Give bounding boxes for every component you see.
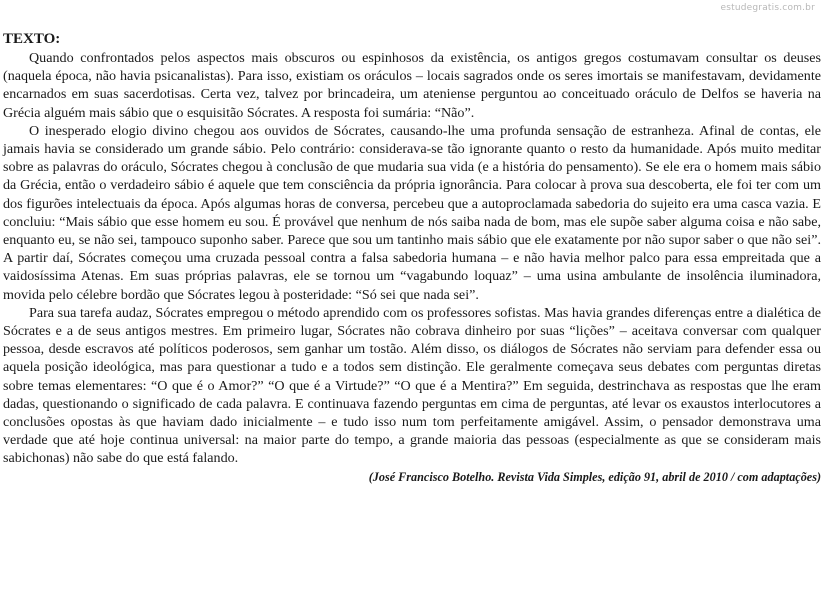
paragraph-1: Quando confrontados pelos aspectos mais obscuros ou espinhosos da existência, os antigos gregos costumavam consultar os deuses (naquela época, não havia psicanalistas). Para isso, existiam os oráculos – locais sagrados onde os seres imortais se manifestavam, devidamente encarnados em suas sacerdotisas. Certa vez, talvez por brincadeira, um ateniense perguntou ao conceituado oráculo de Delfos se haveria na Grécia alguém mais sábio que o esquisitão Sócrates. A resposta foi sumária: “Não”.	[3, 50, 821, 121]
site-watermark: estudegratis.com.br	[720, 3, 815, 13]
paragraph-3: Para sua tarefa audaz, Sócrates empregou o método aprendido com os professores sofistas. Mas havia grandes diferenças entre a dialética de Sócrates e a de seus antigos mestres. Em primeiro lugar, Sócrates não cobrava dinheiro por suas “lições” – aceitava conversar com qualquer pessoa, desde escravos até políticos poderosos, sem ganhar um tostão. Além disso, os diálogos de Sócrates não serviam para defender essa ou aquela posição ideológica, mas para questionar a tudo e a todos sem distinção. Ele geralmente começava seus debates com perguntas diretas sobre temas elementares: “O que é o Amor?” “O que é a Virtude?” “O que é a Mentira?” Em seguida, destrinchava as respostas que lhe eram dadas, questionando o significado de cada palavra. E continuava fazendo perguntas em cima de perguntas, até levar os exaustos interlocutores a conclusões opostas às que haviam dado inicialmente – e tudo isso num tom perfeitamente amigável. Assim, o pensador demonstrava uma verdade que até hoje continua universal: na maior parte do tempo, a grande maioria das pessoas (especialmente as que se consideram mais sabichonas) não sabe do que está falando.	[3, 304, 821, 467]
source-citation: (José Francisco Botelho. Revista Vida Simples, edição 91, abril de 2010 / com adaptações)	[368, 469, 821, 484]
document-body	[3, 30, 821, 485]
paragraph-2: O inesperado elogio divino chegou aos ouvidos de Sócrates, causando-lhe uma profunda sensação de estranheza. Afinal de contas, ele jamais havia se considerado um grande sábio. Pelo contrário: considerava-se tão ignorante quanto o resto da humanidade. Após muito meditar sobre as palavras do oráculo, Sócrates chegou à conclusão de que mudaria sua vida (e a história do pensamento). Se ele era o homem mais sábio da Grécia, então o verdadeiro sábio é aquele que tem consciência da própria ignorância. Para colocar à prova sua descoberta, ele foi ter com um dos figurões intelectuais da época. Após algumas horas de conversa, percebeu que a autoproclamada sabedoria do sujeito era uma casca vazia. E concluiu: “Mais sábio que esse homem eu sou. É provável que nenhum de nós saiba nada de bom, mas ele supõe saber alguma coisa e não sabe, enquanto eu, se não sei, tampouco suponho saber. Parece que sou um tantinho mais sábio que ele exatamente por não supor saber o que não sei”. A partir daí, Sócrates começou uma cruzada pessoal contra a falsa sabedoria humana – e não havia melhor palco para essa empreitada que a vaidosíssima Atenas. Em suas próprias palavras, ele se tornou um “vagabundo loquaz” – uma usina ambulante de insolência iluminadora, movida pelo célebre bordão que Sócrates legou à posteridade: “Só sei que nada sei”.	[3, 122, 821, 303]
text-heading: TEXTO:	[3, 31, 61, 47]
